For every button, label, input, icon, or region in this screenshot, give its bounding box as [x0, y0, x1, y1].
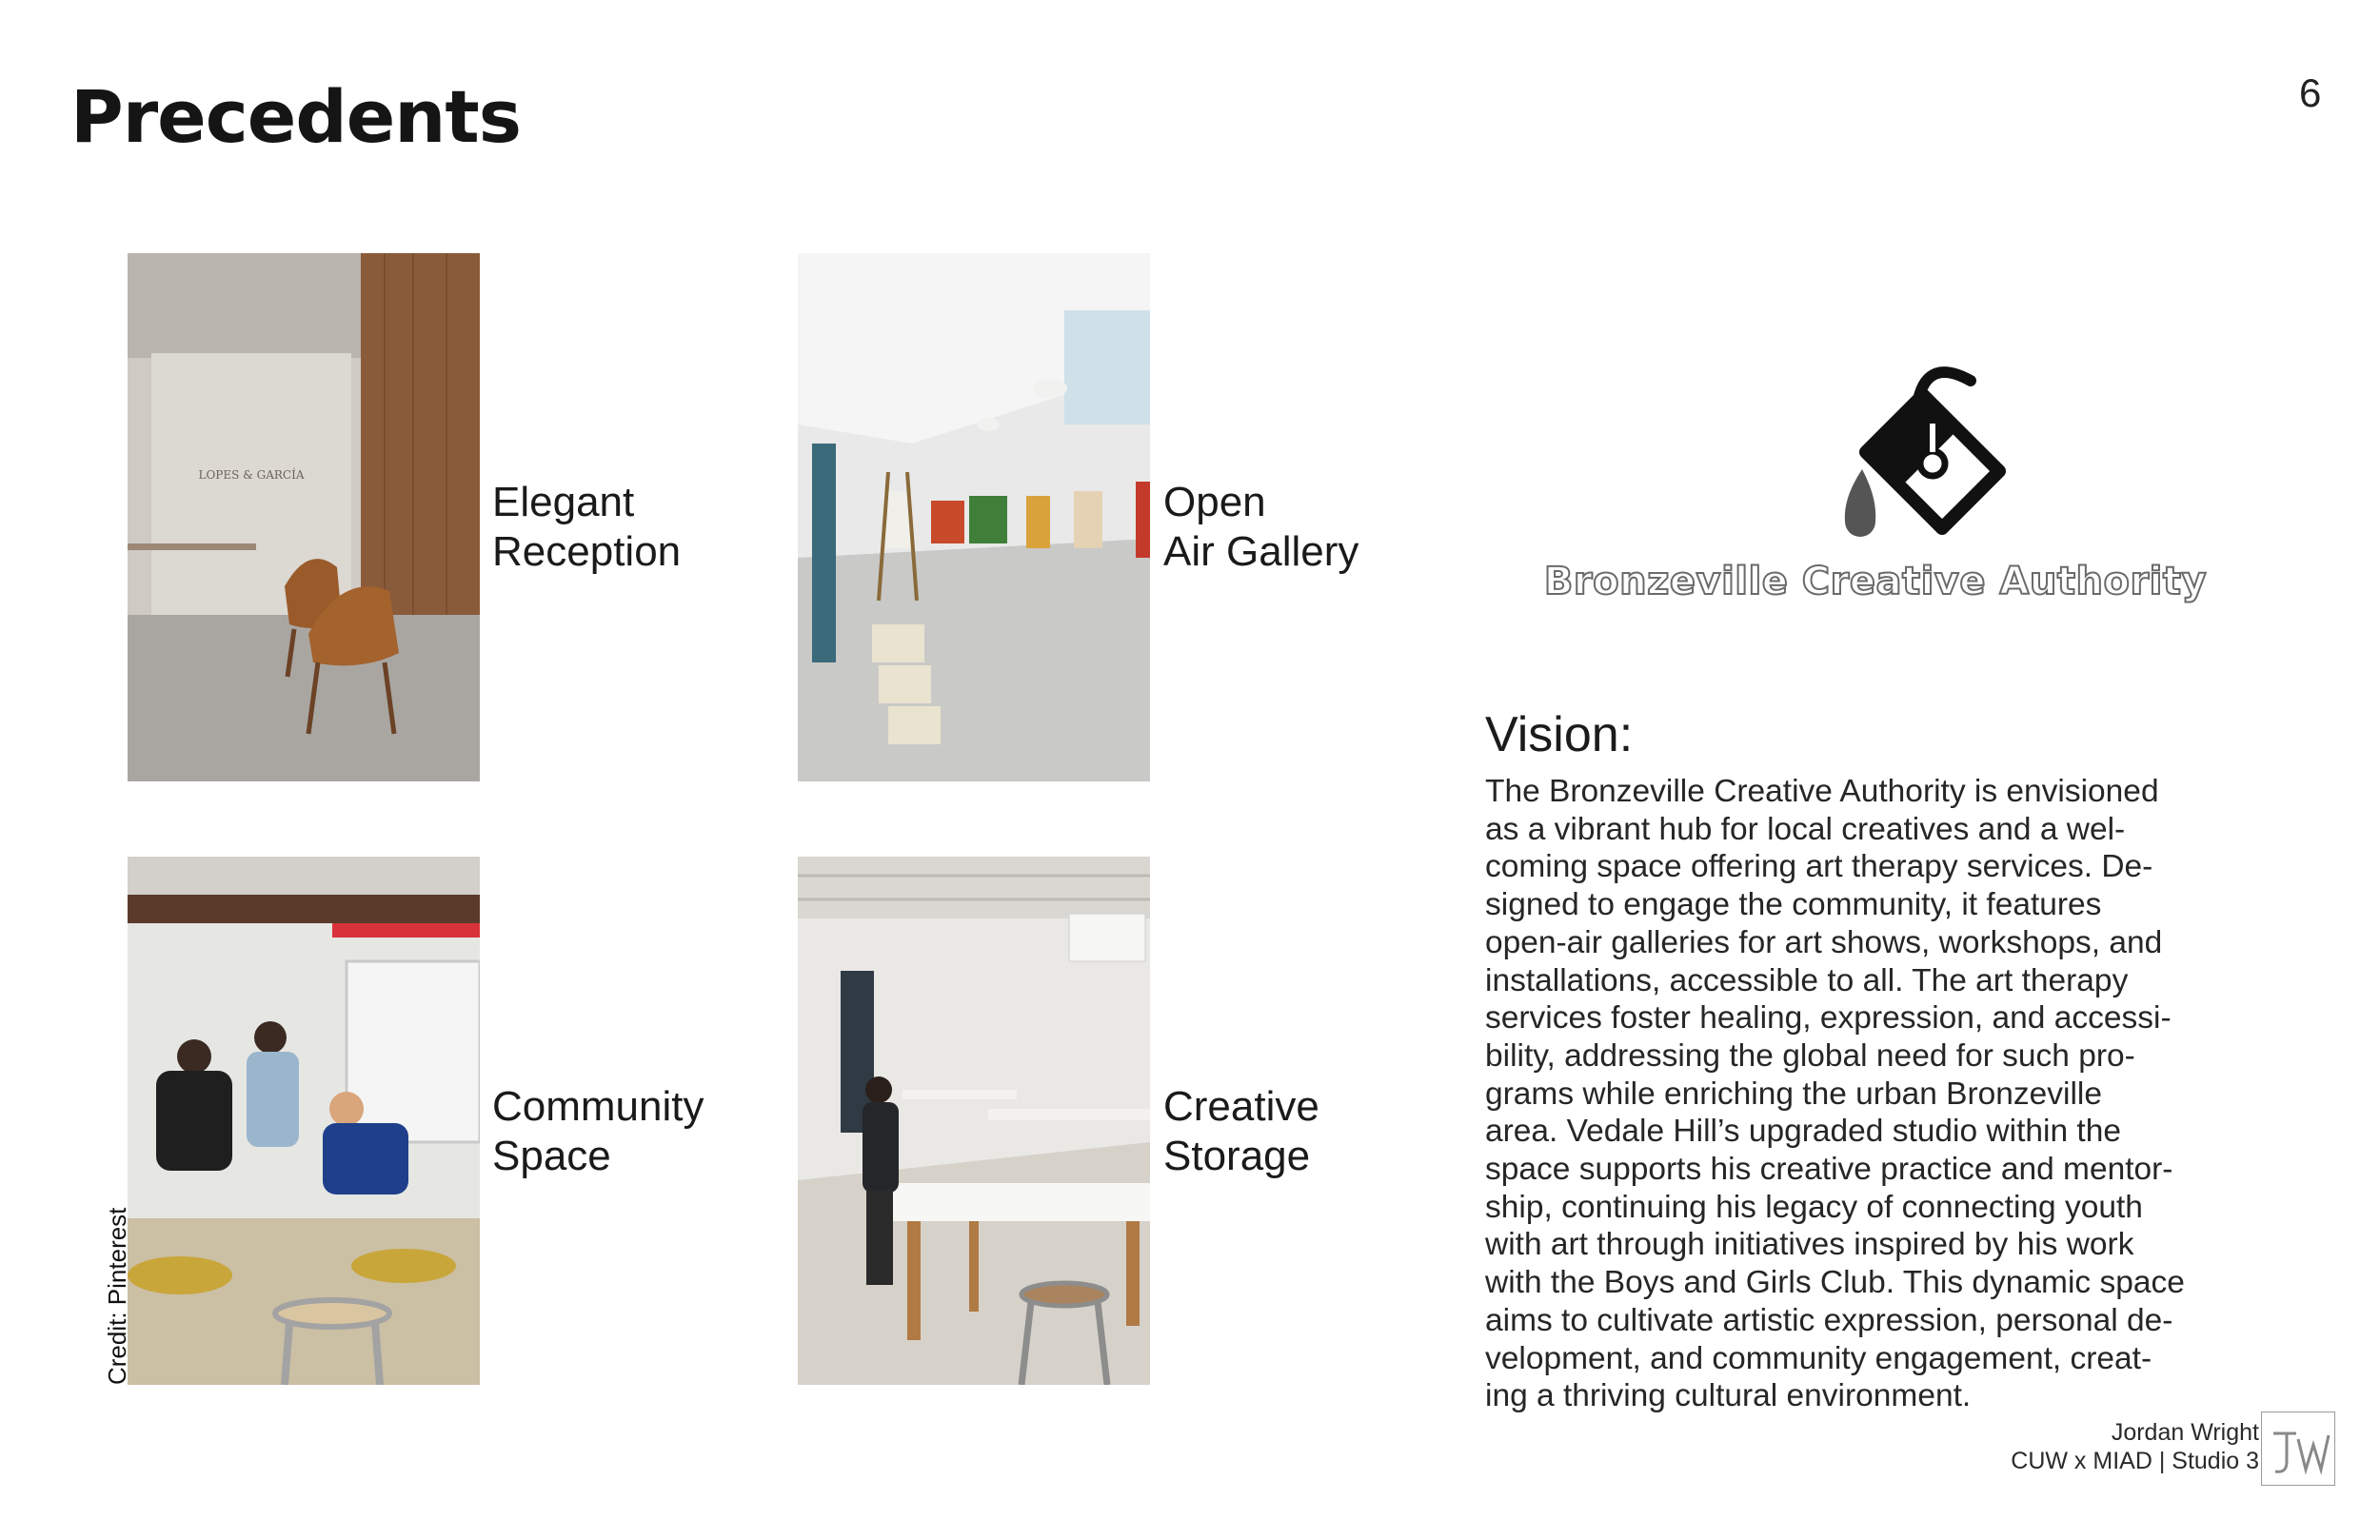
- author-signature: [2011, 1418, 2259, 1475]
- paint-bucket-icon: [1533, 352, 2218, 562]
- caption-open-air-gallery: Open Air Gallery: [1163, 479, 1359, 575]
- page-title: Precedents: [70, 74, 521, 159]
- author-name: Jordan Wright: [2111, 1419, 2259, 1446]
- page-number: 6: [2299, 70, 2322, 115]
- vision-paragraph: The Bronzeville Creative Authority is envisioned as a vibrant hub for local creatives and a wel- coming space offering art therapy services. De- signed to engage the community, it features open-air galleries for art shows, workshops, and installations, accessible to all. The art therapy services foster healing, expression, and accessi- bility, addressing the global need for such pro- grams while enriching the urban Bronzeville area. Vedale Hill’s upgraded studio within the space supports his creative practice and mentor- ship, continuing his legacy of connecting youth with art through initiatives inspired by his work with the Boys and Girls Club. This dynamic space aims to cultivate artistic expression, personal de- velopment, and community engagement, creat- ing a thriving cultural environment.: [1485, 774, 2185, 1414]
- lobby-sign-text: LOPES & GARCÍA: [198, 468, 305, 482]
- logo-wordmark: Bronzeville Creative Authority: [1543, 560, 2208, 603]
- caption-creative-storage: Creative Storage: [1163, 1083, 1319, 1179]
- image-credit: Credit: Pinterest: [103, 1207, 131, 1385]
- course-label: CUW x MIAD | Studio 3: [2011, 1448, 2259, 1474]
- pottery-class-photo: [128, 857, 480, 1385]
- art-gallery-studio-photo: [798, 253, 1150, 781]
- caption-community-space: Community Space: [492, 1083, 704, 1179]
- workshop-tables-photo: [798, 857, 1150, 1385]
- vision-heading: Vision:: [1485, 707, 1634, 762]
- monogram-logo: [2261, 1412, 2335, 1486]
- caption-elegant-reception: Elegant Reception: [492, 479, 682, 575]
- lobby-with-lounge-chairs-photo: [128, 253, 480, 781]
- bronzeville-logo: [1533, 352, 2218, 619]
